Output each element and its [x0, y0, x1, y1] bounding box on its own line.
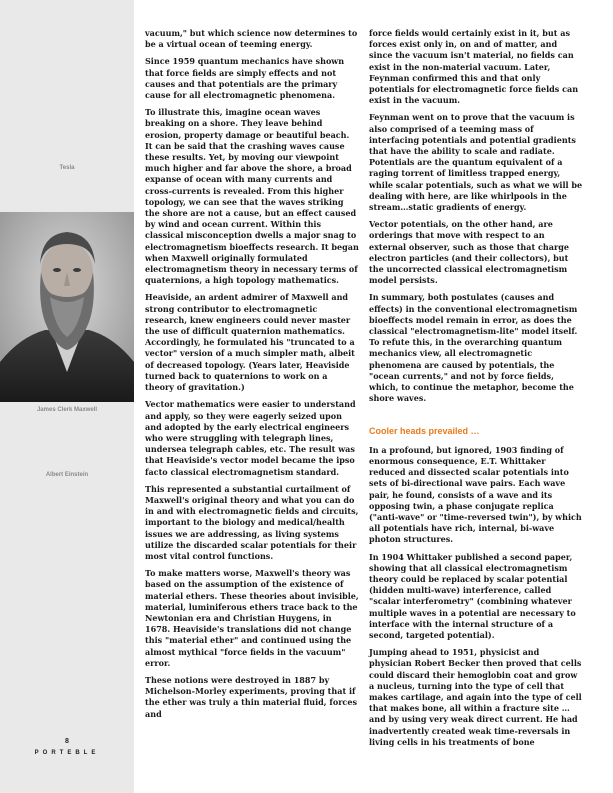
publication-name: PORTEBLE [34, 750, 100, 756]
paragraph: Vector potentials, on the other hand, are orderings that move with respect to an external observer, such as those that charge electron particles (and their collectors), but the uncorrected classical electromagnetism model persists. [369, 219, 569, 286]
paragraph: These notions were destroyed in 1887 by Michelson-Morley experiments, proving that if the ether was truly a thin material fluid, forces and [145, 674, 357, 719]
caption-maxwell: James Clerk Maxwell [36, 407, 98, 413]
portrait-illustration [0, 212, 134, 402]
section-heading: Cooler heads prevailed … [369, 425, 480, 436]
paragraph: To make matters worse, Maxwell's theory was based on the assumption of the existence of material ethers. These theories about invisible, material, luminiferous ethers trace back to the Newtonian era and Christian Huygens, in 1678. Heaviside's translations did not change this "material ether" and continued using the almost mythical "force fields in the vacuum" error. [145, 568, 359, 668]
paragraph: This represented a substantial curtailment of Maxwell's original theory and what you can do in and with electromagnetic fields and circuits, important to the biology and medical/health issues we are addressing, as living systems utilize the discarded scalar potentials for their most vital control functions. [145, 483, 359, 561]
article-column-1 [145, 28, 359, 726]
paragraph: In a profound, but ignored, 1903 finding of enormous consequence, E.T. Whittaker reduced and dissected scalar potentials into sets of bi-directional wave pairs. Each wave pair, he found, consists of a wave and its opposing twin, a phase conjugate replica ("anti-wave" or "time-reversed twin"), by which all potentials have rich, internal, bi-wave photon structures. [369, 444, 582, 545]
page-number: 8 [65, 738, 69, 745]
caption-tesla: Tesla [59, 165, 75, 171]
paragraph: In 1904 Whittaker published a second paper, showing that all classical electromagnetism theory could be replaced by scalar potential (hidden multi-wave) interference, called "scalar interferometry" (combining whatever multiple waves in a potential are necessary to interface with the internal structure of a second, targeted potential). [369, 551, 576, 640]
paragraph: force fields would certainly exist in it, but as forces exist only in, on and of matter, and since the vacuum isn't material, no fields can exist in the non-material vacuum. Later, Feynman confirmed this and that only potentials for electromagnetic force fields can exist in the vacuum. [369, 28, 579, 106]
paragraph: vacuum," but which science now determines to be a virtual ocean of teeming energy. [145, 28, 358, 50]
caption-einstein: Albert Einstein [45, 472, 89, 478]
sidebar [0, 0, 134, 793]
paragraph: Feynman went on to prove that the vacuum is also comprised of a teeming mass of interfacing potentials and potential gradients that have the ability to scale and radiate. Potentials are the quantum equivalent of a raging torrent of limitless trapped energy, while scalar potentials, such as what we will be dealing with here, are like whirlpools in the stream…static gradients of energy. [369, 112, 583, 213]
paragraph: Vector mathematics were easier to understand and apply, so they were eagerly seized upon and adopted by the early electrical engineers who were struggling with telegraph lines, undersea telegraph cables, etc. The result was that Heaviside's vector model became the ipso facto classical electromagnetism standard. [145, 399, 356, 477]
maxwell-portrait-image [0, 212, 134, 402]
paragraph: To illustrate this, imagine ocean waves breaking on a shore. They leave behind erosion, property damage or beautiful beach. It can be said that the crashing waves cause these results. Yet, by moving our viewpoint much higher and far above the shore, a broad expanse of ocean with many currents and cross-currents is revealed. From this higher topology, we can see that the waves striking the shore are not a cause, but an effect caused by wind and ocean current. Within this classical misconception dwells a major snag to electromagnetism bioeffects research. It began when Maxwell originally formulated electromagnetism theory in necessary terms of quaternions, a high topology mathematics. [145, 107, 359, 286]
paragraph: Since 1959 quantum mechanics have shown that force fields are simply effects and not causes and that potentials are the primary cause for all electromagnetic phenomena. [145, 56, 345, 101]
paragraph: Jumping ahead to 1951, physicist and physician Robert Becker then proved that cells could discard their hemoglobin coat and grow a nucleus, turning into the type of cell that makes cartilage, and again into the type of cell that makes bone, all within a fracture site … and by using very weak direct current. He had inadvertently created weak time-reversals in living cells in his treatments of bone [369, 647, 582, 747]
paragraph: Heaviside, an ardent admirer of Maxwell and strong contributor to electromagnetic research, knew engineers could never master the use of difficult quaternion mathematics. Accordingly, he formulated his "truncated to a vector" version of a much simpler math, albeit of decreased topology. (Years later, Heaviside turned back to quaternions to work on a theory of gravitation.) [145, 292, 355, 393]
article-column-2 [369, 28, 583, 754]
paragraph: In summary, both postulates (causes and effects) in the conventional electromagnetism bioeffects model remain in error, as does the classical "electromagnetism-lite" model itself. To refute this, in the overarching quantum mechanics view, all electromagnetic phenomena are caused by potentials, the "ocean currents," and not by force fields, which, to continue the metaphor, become the shore waves. [369, 292, 578, 404]
